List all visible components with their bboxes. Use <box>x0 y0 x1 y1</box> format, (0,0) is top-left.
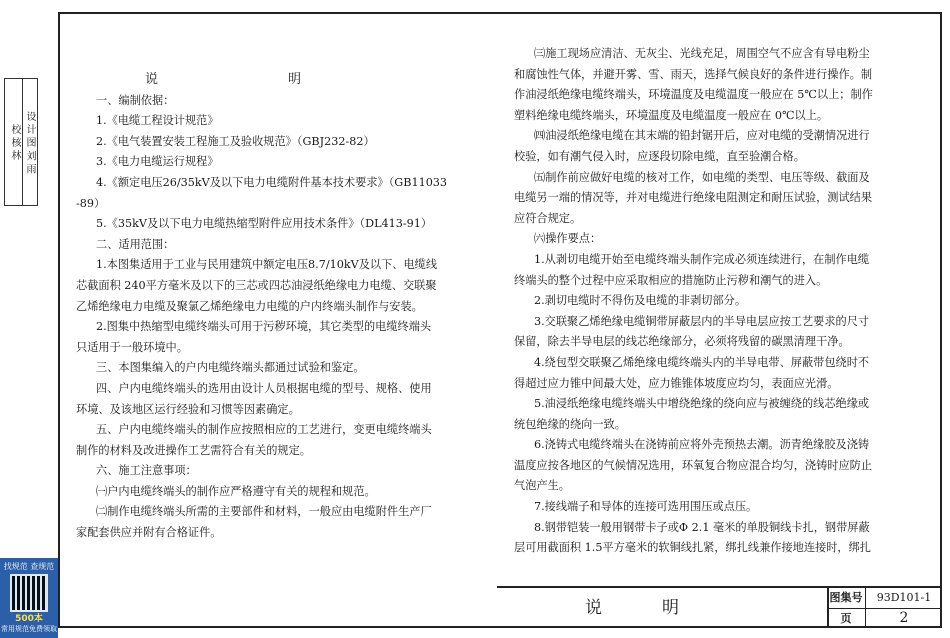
promo-count: 500本 <box>15 614 43 624</box>
text-line: 二、适用范围： <box>96 237 175 251</box>
text-line: 乙烯绝缘电力电缆及聚氯乙烯绝缘电力电缆的户内终端头制作与安装。 <box>76 299 423 313</box>
title-block <box>497 586 942 630</box>
atlas-number-label: 图集号 <box>827 588 866 609</box>
page-label: 页 <box>827 609 866 628</box>
text-line: 4.绕包型交联聚乙烯绝缘电缆终端头内的半导电带、屏蔽带包绕时不 <box>534 355 870 369</box>
text-line: 一、编制依据： <box>96 93 175 107</box>
text-line: 1.《电缆工程设计规范》 <box>96 114 219 128</box>
text-line: 得超过应力锥中间最大处，应力锥锥体坡度应均匀，表面应光滑。 <box>514 376 839 390</box>
text-line: 1.从剥切电缆开始至电缆终端头制作完成必须连续进行，在制作电缆 <box>534 252 870 266</box>
promo-top-text: 找规范 查规范 <box>3 562 55 571</box>
text-line: 统包绝缘的绕向一致。 <box>514 417 626 431</box>
promo-badge[interactable] <box>0 558 58 638</box>
qr-code-icon <box>10 574 48 612</box>
text-line: 应符合规定。 <box>514 211 582 225</box>
text-line: 四、户内电缆终端头的选用由设计人员根据电缆的型号、规格、使用 <box>96 381 432 395</box>
text-line: 五、户内电缆终端头的制作应按照相应的工艺进行，变更电缆终端头 <box>96 423 432 437</box>
text-line: 5.油浸纸绝缘电缆终端头中增绕绝缘的绕向应与被缠绕的线芯绝缘或 <box>534 397 870 411</box>
text-line: 作油浸纸绝缘电缆终端头，环境温度及电缆温度一般应在 5℃以上；制作 <box>514 88 873 102</box>
text-line: 保留，除去半导电层的线芯绝缘部分，必须将残留的碳黑清理干净。 <box>514 335 850 349</box>
text-line: 3.交联聚乙烯绝缘电缆铜带屏蔽层内的半导电层应按工艺要求的尺寸 <box>534 314 870 328</box>
signature-column-2: 设 计 图 刘 雨 <box>24 110 35 174</box>
text-line: 3.《电力电缆运行规程》 <box>96 155 219 169</box>
text-line: ㈠户内电缆终端头的制作应严格遵守有关的规程和规范。 <box>96 484 376 498</box>
text-line: 校验，如有潮气侵入时，应逐段切除电缆，直至验潮合格。 <box>514 149 805 163</box>
title-block-name: 说明 <box>497 588 829 628</box>
text-line: ㈡制作电缆终端头所需的主要部件和材料，一般应由电缆附件生产厂 <box>96 505 432 519</box>
text-line: 只适用于一般环境中。 <box>76 340 188 354</box>
atlas-number-value: 93D101-1 <box>866 588 942 609</box>
text-line: 5.《35kV及以下电力电缆热缩型附件应用技术条件》（DL413-91） <box>96 217 433 231</box>
signature-strip <box>4 78 38 206</box>
text-line: 环境、及该地区运行经验和习惯等因素确定。 <box>76 402 300 416</box>
text-line: 六、施工注意事项： <box>96 464 197 478</box>
right-column <box>514 44 930 559</box>
signature-column-1: 校 核 林 <box>6 79 23 205</box>
text-line: 2.图集中热缩型电缆终端头可用于污秽环境，其它类型的电缆终端头 <box>96 320 432 334</box>
text-line: 三、本图集编入的户内电缆终端头都通过试验和鉴定。 <box>96 361 365 375</box>
text-line: 7.接线端子和导体的连接可选用围压或点压。 <box>534 500 758 514</box>
text-line: 电缆另一端的情况等，并对电缆进行绝缘电阻测定和耐压试验，测试结果 <box>514 191 873 205</box>
text-line: 和腐蚀性气体，并避开雾、雪、雨天，选择气候良好的条件进行操作。制 <box>514 67 873 81</box>
text-line: 2.剥切电缆时不得伤及电缆的非剥切部分。 <box>534 294 747 308</box>
text-line: ㈥操作要点： <box>534 232 602 246</box>
page-number: 2 <box>899 610 909 626</box>
text-line: 4.《额定电压26/35kV及以下电力电缆附件基本技术要求》（GB11033 <box>96 175 448 189</box>
text-line: 温度应按各地区的气候情况选用，环氧复合物应混合均匀，浇铸时应防止 <box>514 458 873 472</box>
text-line: -89） <box>76 196 106 210</box>
text-line: 制作的材料及改进操作工艺需符合有关的规定。 <box>76 443 311 457</box>
text-line: 2.《电气装置安装工程施工及验收规范》（GBJ232-82） <box>96 134 375 148</box>
text-line: ㈢施工现场应清洁、无灰尘、光线充足，周围空气不应含有导电粉尘 <box>534 47 870 60</box>
text-line: 家配套供应并附有合格证件。 <box>76 526 222 540</box>
text-line: 气泡产生。 <box>514 479 570 493</box>
text-line: 终端头的整个过程中应采取相应的措施防止污秽和潮气的进入。 <box>514 273 828 287</box>
text-line: 芯截面积 240平方毫米及以下的三芯或四芯油浸纸绝缘电力电缆、交联聚 <box>76 278 437 292</box>
text-line: 6.浇铸式电缆终端头在浇铸前应将外壳预热去潮。沥青绝缘胶及浇铸 <box>534 438 870 452</box>
text-line: ㈤制作前应做好电缆的核对工作，如电缆的类型、电压等级、截面及 <box>534 170 870 184</box>
text-line: 8.钢带铠装一般用钢带卡子或Φ 2.1 毫米的单股铜线卡扎，钢带屏蔽 <box>534 520 870 534</box>
left-column <box>76 70 500 544</box>
promo-bottom-text: 常用规范免费领取 <box>1 625 57 633</box>
page-heading: 说明 <box>144 72 431 87</box>
text-line: ㈣油浸纸绝缘电缆在其末端的铅封锯开后，应对电缆的受潮情况进行 <box>534 129 870 143</box>
text-line: 塑料绝缘电缆终端头，环境温度及电缆温度一般应在 0℃以上。 <box>514 108 829 122</box>
text-line: 1.本图集适用于工业与民用建筑中额定电压8.7/10kV及以下、电缆线 <box>96 258 438 272</box>
text-line: 层可用截面积 1.5平方毫米的软铜线扎紧，绑扎线兼作接地连接时，绑扎 <box>514 541 871 555</box>
